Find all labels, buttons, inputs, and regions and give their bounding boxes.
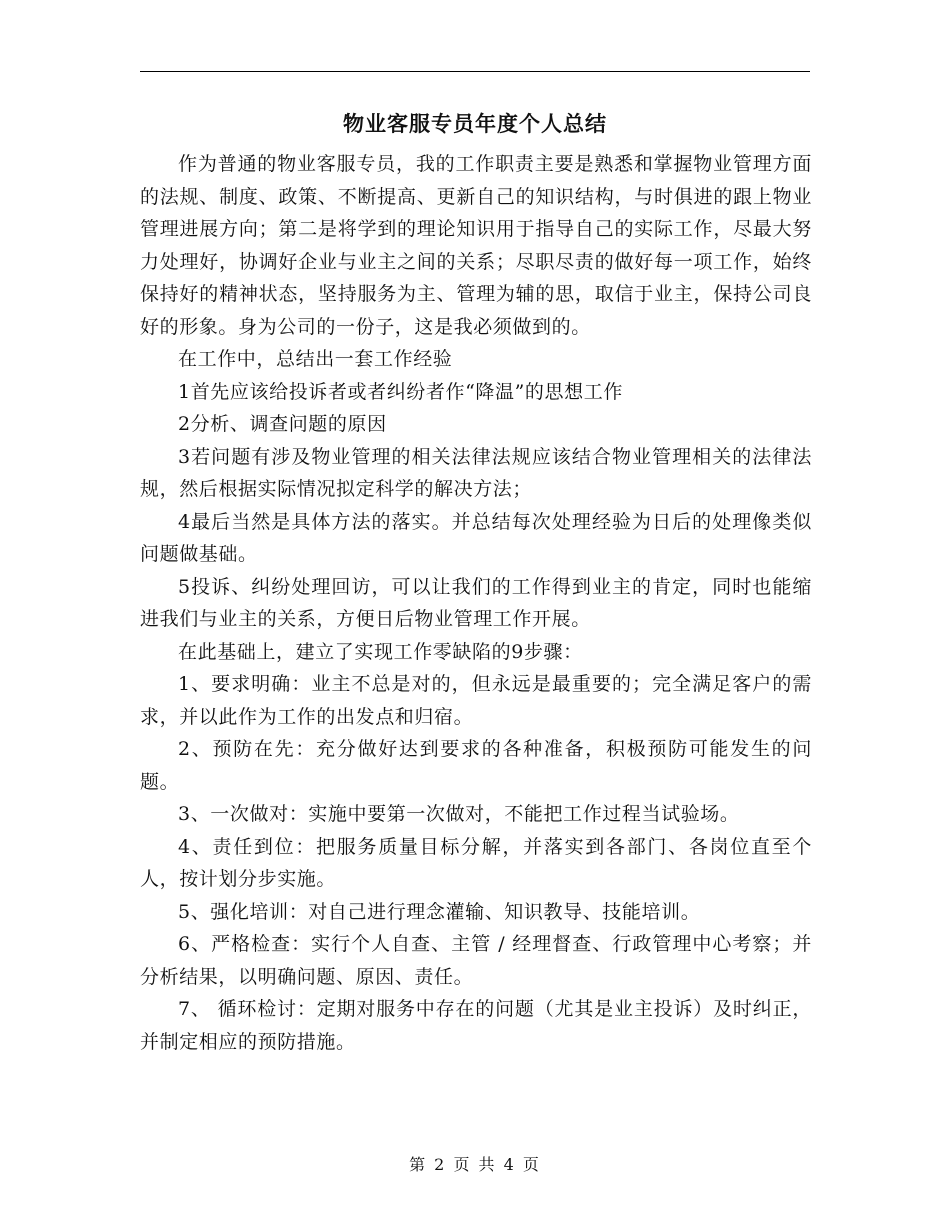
document-body [140, 148, 812, 1058]
paragraph-step-2: 2分析、调查问题的原因 [178, 413, 387, 435]
document-title: 物业客服专员年度个人总结 [343, 112, 607, 136]
paragraph-nine-step-4: 4、责任到位：把服务质量目标分解，并落实到各部门、各岗位直至个人，按计划分步实施。 [140, 835, 812, 890]
paragraph-step-1: 1首先应该给投诉者或者纠纷者作“降温”的思想工作 [178, 380, 623, 403]
paragraph-nine-step-6: 6、严格检查：实行个人自查、主管 / 经理督查、行政管理中心考察；并分析结果，以明确问题、原因、责任。 [140, 933, 812, 988]
header-rule [140, 71, 810, 72]
paragraph-nine-step-1: 1、要求明确：业主不总是对的，但永远是最重要的；完全满足客户的需求，并以此作为工作的出发点和归宿。 [140, 673, 812, 728]
paragraph-nine-step-3: 3、一次做对：实施中要第一次做对，不能把工作过程当试验场。 [178, 803, 740, 825]
paragraph-nine-steps-heading: 在此基础上，建立了实现工作零缺陷的9步骤： [178, 640, 583, 663]
paragraph-intro: 作为普通的物业客服专员，我的工作职责主要是熟悉和掌握物业管理方面的法规、制度、政策、不断提高、更新自己的知识结构，与时俱进的跟上物业管理进展方向；第二是将学到的理论知识用于指导自己的实际工作，尽最大努力处理好，协调好企业与业主之间的关系；尽职尽责的做好每一项工作，始终保持好的精神状态，坚持服务为主、管理为辅的思，取信于业主，保持公司良好的形象。身为公司的一份子，这是我必须做到的。 [140, 153, 812, 338]
paragraph-step-3: 3若问题有涉及物业管理的相关法律法规应该结合物业管理相关的法律法规，然后根据实际情况拟定科学的解决方法； [140, 445, 812, 500]
paragraph-nine-step-2: 2、预防在先：充分做好达到要求的各种准备，积极预防可能发生的问题。 [140, 738, 812, 793]
paragraph-nine-step-5: 5、强化培训：对自己进行理念灌输、知识教导、技能培训。 [178, 900, 701, 923]
paragraph-step-5: 5投诉、纠纷处理回访，可以让我们的工作得到业主的肯定，同时也能缩进我们与业主的关系，方便日后物业管理工作开展。 [140, 575, 812, 630]
paragraph-experience-heading: 在工作中，总结出一套工作经验 [178, 348, 453, 370]
page-number-footer: 第 2 页 共 4 页 [409, 1155, 541, 1174]
paragraph-step-4: 4最后当然是具体方法的落实。并总结每次处理经验为日后的处理像类似问题做基础。 [140, 510, 812, 565]
paragraph-nine-step-7: 7、 循环检讨：定期对服务中存在的问题（尤其是业主投诉）及时纠正，并制定相应的预防措施。 [140, 998, 812, 1053]
